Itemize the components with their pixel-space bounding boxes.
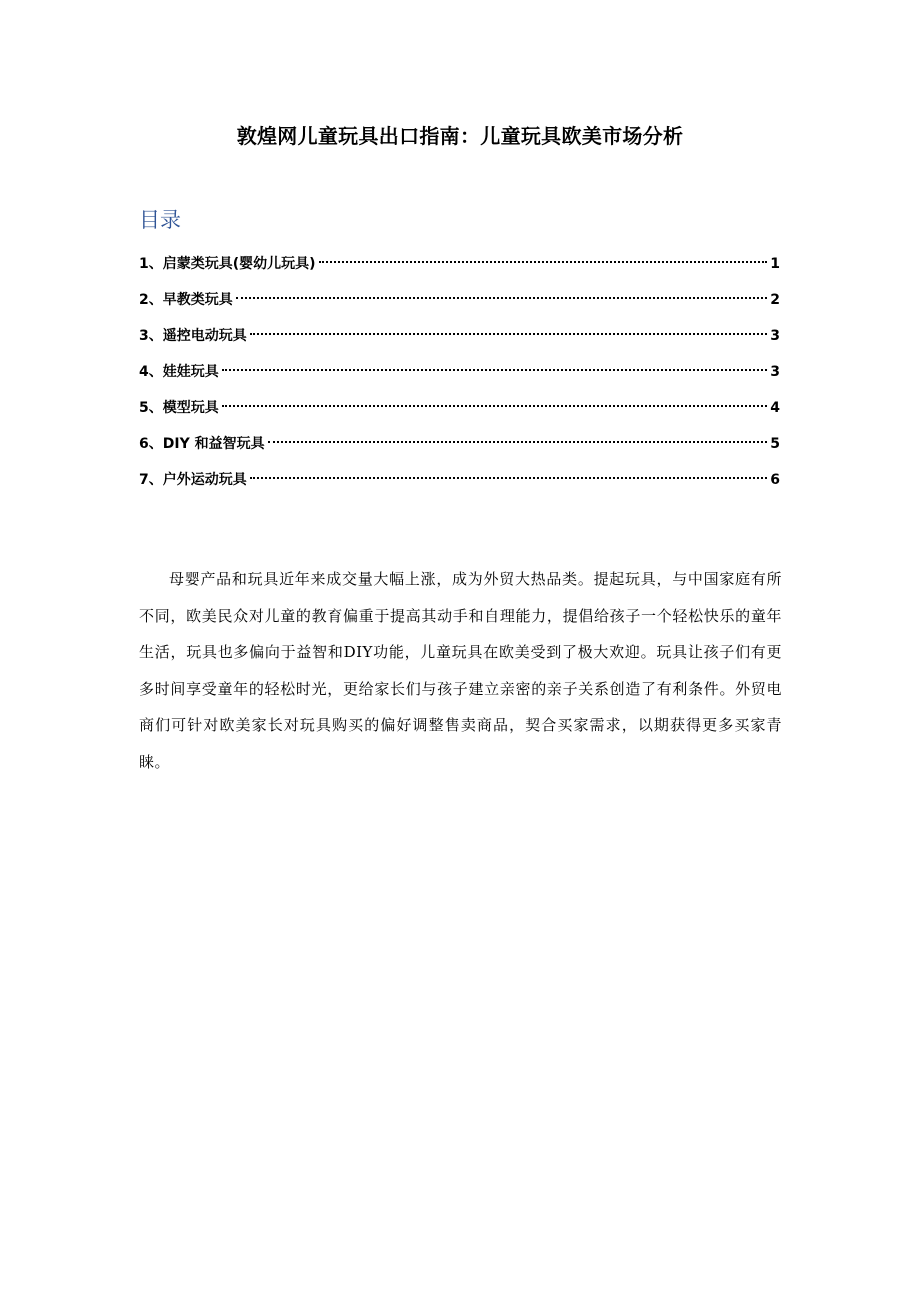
toc-entry-page: 3	[770, 364, 780, 380]
toc-dot-leader	[268, 441, 768, 443]
toc-entry-remote-control-toys[interactable]	[139, 324, 780, 360]
toc-entry-page: 1	[770, 256, 780, 272]
toc-dot-leader	[236, 297, 768, 299]
toc-entry-model-toys[interactable]	[139, 396, 780, 432]
toc-dot-leader	[222, 405, 768, 407]
toc-entry-label: 6、DIY 和益智玩具	[139, 436, 265, 452]
toc-entry-page: 4	[770, 400, 780, 416]
toc-entry-early-education-toys[interactable]	[139, 288, 780, 324]
toc-entry-label: 3、遥控电动玩具	[139, 328, 247, 344]
toc-dot-leader	[250, 333, 768, 335]
table-of-contents	[139, 252, 780, 504]
toc-entry-page: 2	[770, 292, 780, 308]
toc-entry-page: 3	[770, 328, 780, 344]
toc-dot-leader	[222, 369, 768, 371]
toc-entry-doll-toys[interactable]	[139, 360, 780, 396]
toc-entry-infant-toys[interactable]	[139, 252, 780, 288]
toc-entry-label: 5、模型玩具	[139, 400, 219, 416]
toc-entry-label: 7、户外运动玩具	[139, 472, 247, 488]
document-title: 敦煌网儿童玩具出口指南：儿童玩具欧美市场分析	[236, 124, 684, 148]
toc-entry-page: 5	[770, 436, 780, 452]
toc-entry-label: 4、娃娃玩具	[139, 364, 219, 380]
toc-dot-leader	[319, 261, 768, 263]
toc-entry-page: 6	[770, 472, 780, 488]
toc-dot-leader	[250, 477, 768, 479]
toc-entry-diy-puzzle-toys[interactable]	[139, 432, 780, 468]
toc-entry-outdoor-sports-toys[interactable]	[139, 468, 780, 504]
toc-entry-label: 1、启蒙类玩具(婴幼儿玩具)	[139, 256, 316, 272]
toc-heading: 目录	[139, 208, 181, 232]
toc-entry-label: 2、早教类玩具	[139, 292, 233, 308]
intro-paragraph: 母婴产品和玩具近年来成交量大幅上涨，成为外贸大热品类。提起玩具，与中国家庭有所不同，欧美民众对儿童的教育偏重于提高其动手和自理能力，提倡给孩子一个轻松快乐的童年生活，玩具也多偏向于益智和DIY功能，儿童玩具在欧美受到了极大欢迎。玩具让孩子们有更多时间享受童年的轻松时光，更给家长们与孩子建立亲密的亲子关系创造了有利条件。外贸电商们可针对欧美家长对玩具购买的偏好调整售卖商品，契合买家需求，以期获得更多买家青睐。	[139, 570, 782, 771]
